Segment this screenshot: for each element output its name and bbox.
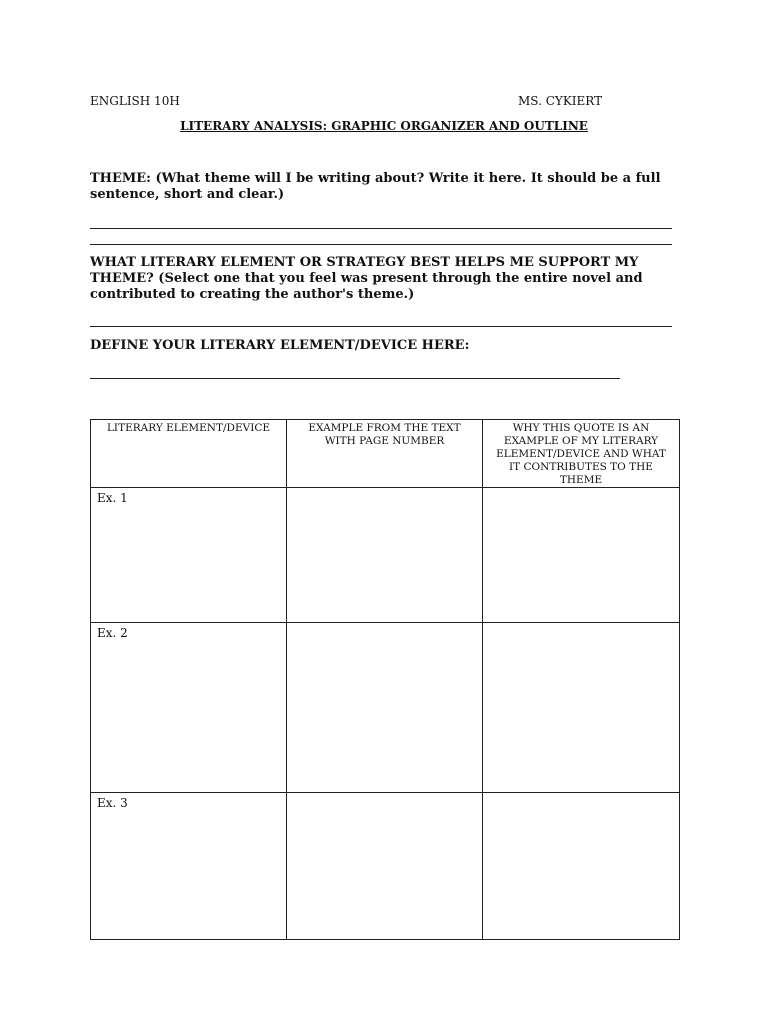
example-cell bbox=[287, 793, 483, 940]
row-label-ex-2: Ex. 2 bbox=[91, 623, 287, 793]
example-cell bbox=[287, 623, 483, 793]
row-label-ex-3: Ex. 3 bbox=[91, 793, 287, 940]
column-header-example: EXAMPLE FROM THE TEXT WITH PAGE NUMBER bbox=[287, 420, 483, 488]
row-label-ex-1: Ex. 1 bbox=[91, 488, 287, 623]
theme-answer-line bbox=[90, 244, 672, 245]
table-row bbox=[91, 623, 680, 793]
table-row bbox=[91, 488, 680, 623]
table-header-row bbox=[91, 420, 680, 488]
graphic-organizer-table bbox=[90, 419, 680, 940]
teacher-label: MS. CYKIERT bbox=[518, 94, 603, 108]
theme-answer-line bbox=[90, 228, 672, 229]
example-cell bbox=[287, 488, 483, 623]
literary-element-prompt: WHAT LITERARY ELEMENT OR STRATEGY BEST HELPS ME SUPPORT MY THEME? (Select one that you feel was present through the entire novel and contributed to creating the author's theme.) bbox=[90, 255, 643, 302]
explanation-cell bbox=[483, 623, 680, 793]
column-header-element: LITERARY ELEMENT/DEVICE bbox=[91, 420, 287, 488]
table-row bbox=[91, 793, 680, 940]
theme-prompt: THEME: (What theme will I be writing about? Write it here. It should be a full sentence, short and clear.) bbox=[90, 171, 661, 202]
literary-element-answer-line bbox=[90, 326, 672, 327]
define-element-prompt: DEFINE YOUR LITERARY ELEMENT/DEVICE HERE: bbox=[90, 338, 470, 353]
explanation-cell bbox=[483, 793, 680, 940]
document-title: LITERARY ANALYSIS: GRAPHIC ORGANIZER AND OUTLINE bbox=[180, 119, 588, 133]
explanation-cell bbox=[483, 488, 680, 623]
column-header-explanation: WHY THIS QUOTE IS AN EXAMPLE OF MY LITERARY ELEMENT/DEVICE AND WHAT IT CONTRIBUTES TO THE THEME bbox=[483, 420, 680, 488]
course-label: ENGLISH 10H bbox=[90, 94, 180, 108]
define-element-answer-line bbox=[90, 378, 620, 379]
